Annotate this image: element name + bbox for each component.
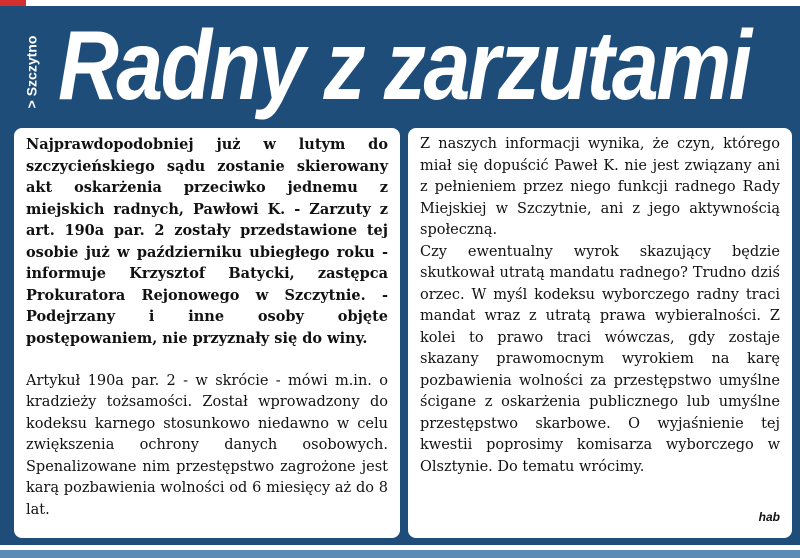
lead-paragraph: Najprawdopodobniej już w lutym do szczycieńskiego sądu zostanie skierowany akt oskarżenia przeciwko jednemu z miejskich radnych, Pawłowi K. - Zarzuty z art. 190a par. 2 zostały przedstawione tej osobie już w październiku ubiegłego roku - informuje Krzysztof Batycki, zastępca Prokuratora Rejonowego w Szczytnie. - Podejrzany i inne osoby objęte postępowaniem, nie przyznały się do winy.: [26, 136, 388, 347]
left-column: [14, 128, 400, 538]
right-column: [408, 128, 792, 538]
paragraph-2: Czy ewentualny wyrok skazujący będzie skutkował utratą mandatu radnego? Trudno dziś orzec. W myśl kodeksu wyborczego radny traci mandat wraz z utratą prawa wybieralności. Z kolei to prawo traci wówczas, gdy zostaje skazany prawomocnym wyrokiem na karę pozbawienia wolności za przestępstwo umyślne ścigane z oskarżenia publicznego lub umyślne przestępstwo skarbowe. O wyjaśnienie tej kwestii poprosimy komisarza wyborczego w Olsztynie. Do tematu wrócimy.: [420, 243, 780, 475]
red-accent: [0, 0, 26, 6]
bottom-bar: [0, 550, 800, 558]
section-label-text: > Szczytno: [23, 35, 39, 109]
paragraph-1: Z naszych informacji wynika, że czyn, którego miał się dopuścić Paweł K. nie jest związany ani z pełnieniem przez niego funkcji radnego Rady Miejskiej w Szczytnie, ani z jego aktywnością społeczną.: [420, 136, 780, 238]
body-paragraph: Artykuł 190a par. 2 - w skrócie - mówi m.in. o kradzieży tożsamości. Został wprowadzony do kodeksu karnego stosunkowo niedawno w celu zwiększenia ochrony danych osobowych. Spenalizowane nim przestępstwo zagrożone jest karą pozbawienia wolności od 6 miesięcy aż do 8 lat.: [26, 372, 388, 518]
section-label: [16, 22, 46, 122]
author-signature: hab: [758, 509, 780, 524]
headline: Radny z zarzutami: [58, 10, 750, 120]
